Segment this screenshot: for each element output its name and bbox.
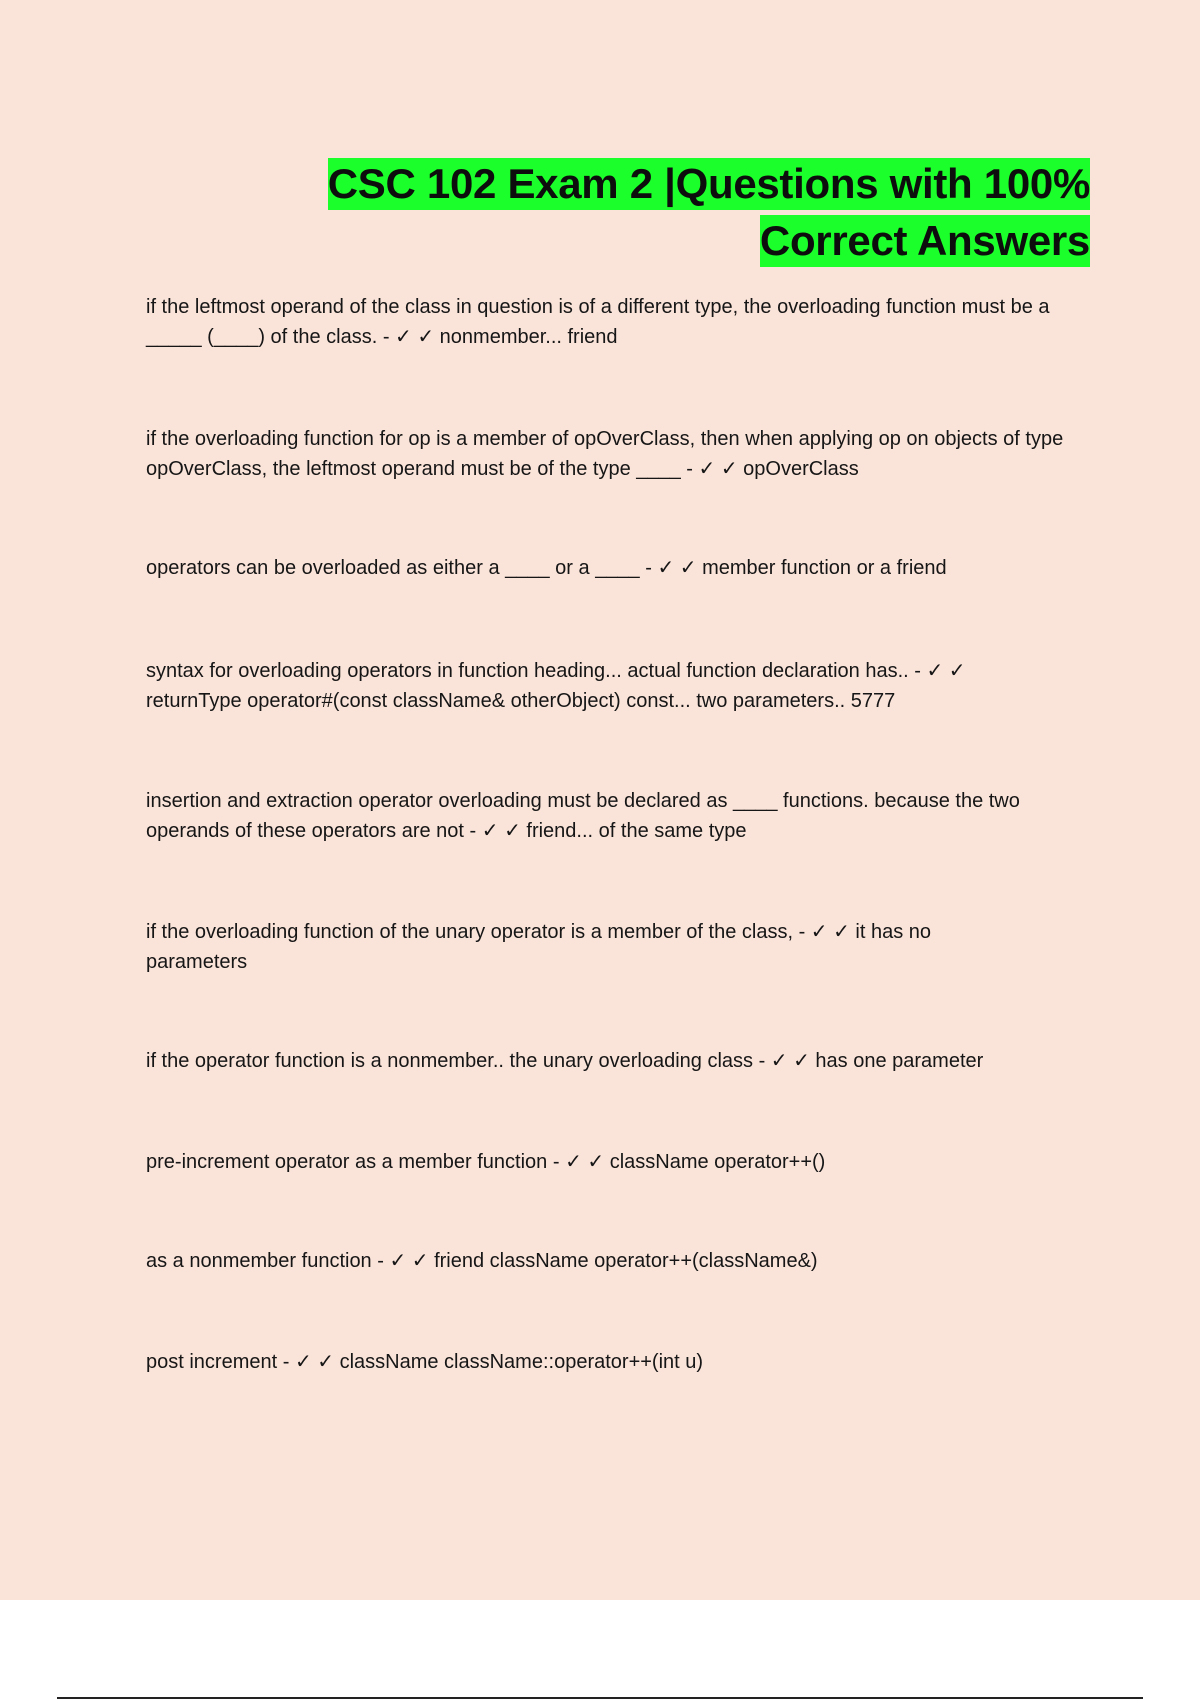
- qa-item: insertion and extraction operator overloading must be declared as ____ functions. because the two operands of these operators are not - ✓ ✓ friend... of the same type: [146, 790, 1020, 842]
- qa-item: if the overloading function of the unary operator is a member of the class, - ✓ ✓ it has no parameters: [146, 921, 932, 973]
- qa-item: syntax for overloading operators in function heading... actual function declaration has.. - ✓ ✓ returnType operator#(const className& otherObject) const... two parameters.. 5777: [146, 660, 966, 712]
- qa-item: pre-increment operator as a member function - ✓ ✓ className operator++(): [146, 1151, 826, 1173]
- qa-item: post increment - ✓ ✓ className className::operator++(int u): [146, 1351, 704, 1373]
- qa-item: if the overloading function for op is a member of opOverClass, then when applying op on objects of type opOverClass, the leftmost operand must be of the type ____ - ✓ ✓ opOverClass: [146, 428, 1064, 480]
- footer-divider: [57, 1697, 1143, 1699]
- qa-item: if the operator function is a nonmember.. the unary overloading class - ✓ ✓ has one parameter: [146, 1050, 984, 1072]
- qa-item: operators can be overloaded as either a ____ or a ____ - ✓ ✓ member function or a friend: [146, 557, 947, 579]
- qa-item: if the leftmost operand of the class in question is of a different type, the overloading function must be a _____ (____) of the class. - ✓ ✓ nonmember... friend: [146, 296, 1050, 348]
- document-title-text: CSC 102 Exam 2 |Questions with 100% Correct Answers: [328, 158, 1090, 267]
- document-title: [300, 155, 1090, 269]
- qa-item: as a nonmember function - ✓ ✓ friend className operator++(className&): [146, 1250, 818, 1272]
